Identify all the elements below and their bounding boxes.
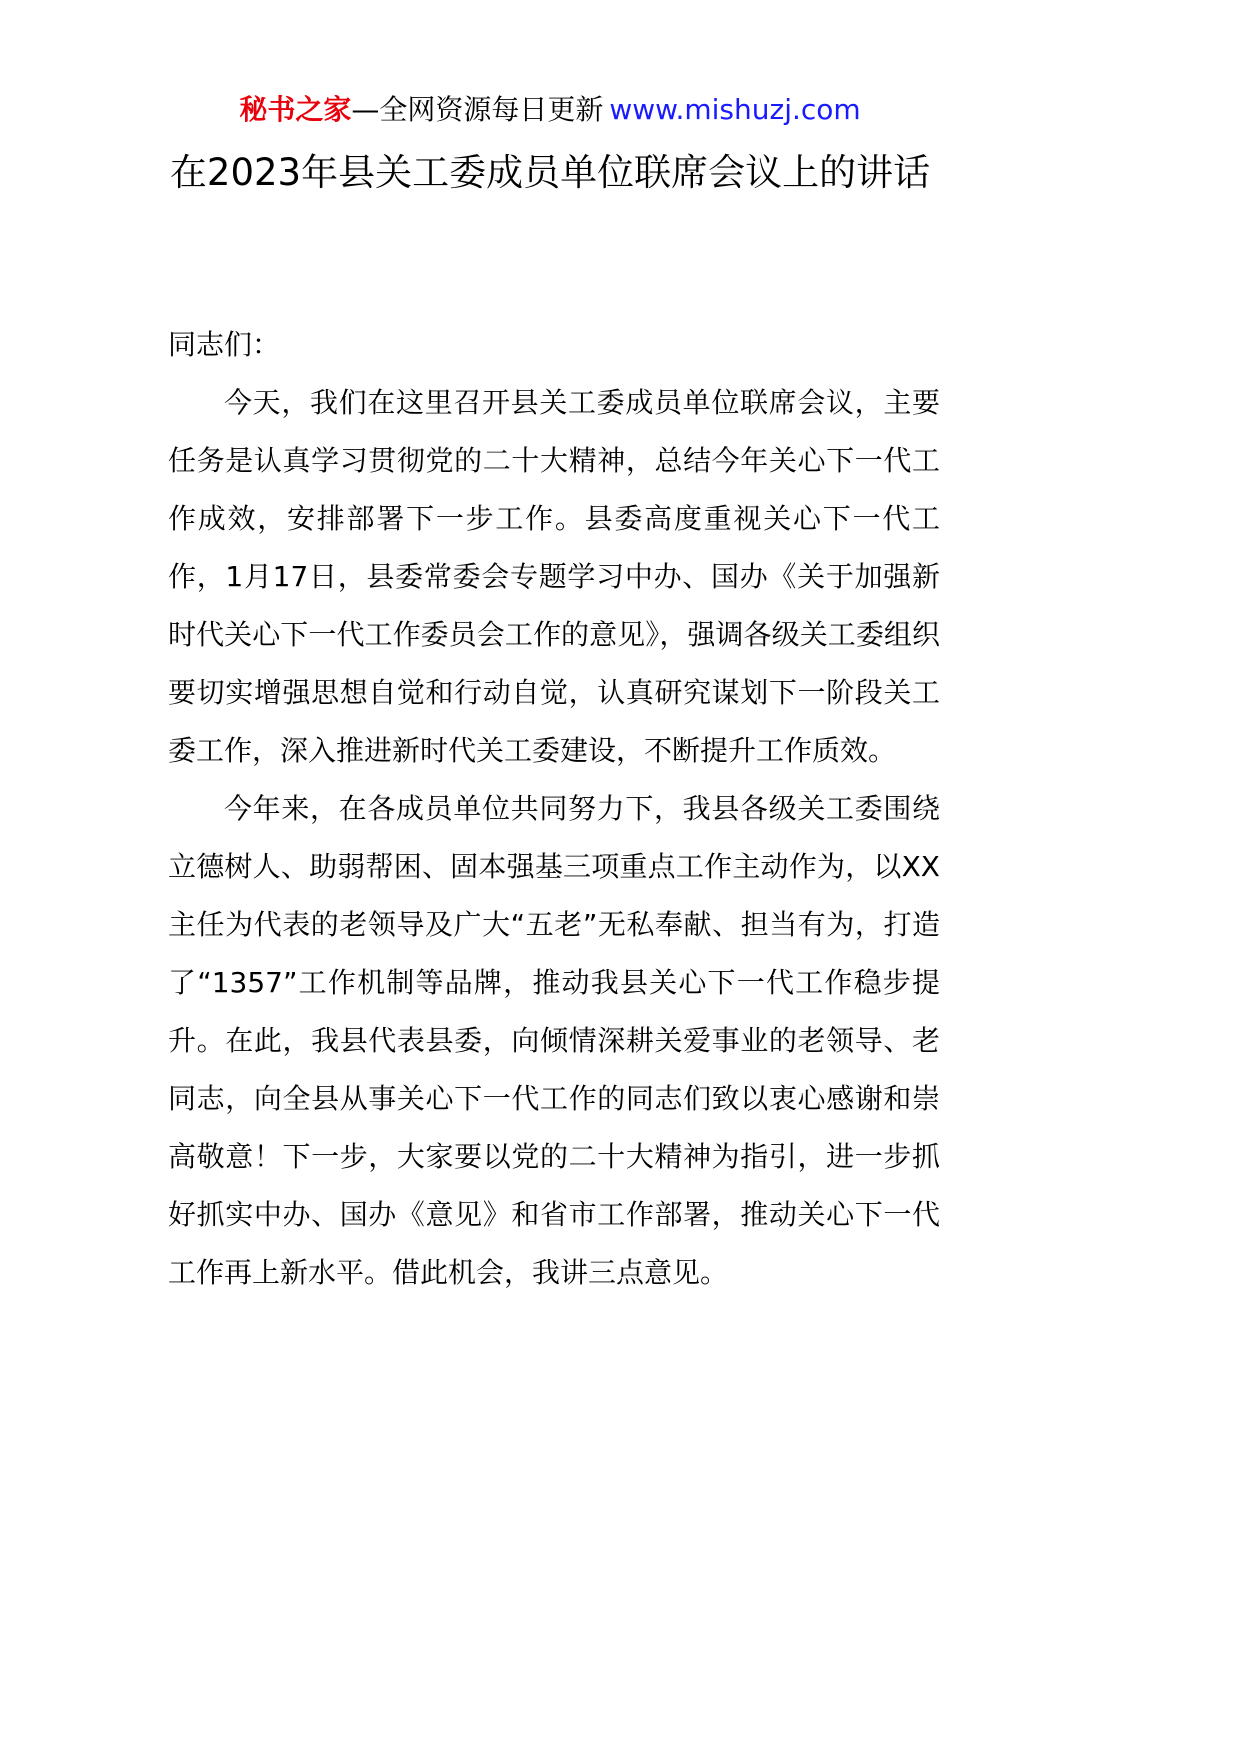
document-body bbox=[168, 316, 940, 1302]
site-url-link[interactable]: www.mishuzj.com bbox=[609, 93, 861, 126]
site-slogan: —全网资源每日更新 bbox=[351, 93, 604, 126]
document-title: 在2023年县关工委成员单位联席会议上的讲话 bbox=[169, 151, 931, 194]
paragraph-2: 今年来，在各成员单位共同努力下，我县各级关工委围绕立德树人、助弱帮困、固本强基三项重点工作主动作为，以XX主任为代表的老领导及广大“五老”无私奉献、担当有为，打造了“1357”工作机制等品牌，推动我县关心下一代工作稳步提升。在此，我县代表县委，向倾情深耕关爱事业的老领导、老同志，向全县从事关心下一代工作的同志们致以衷心感谢和崇高敬意！下一步，大家要以党的二十大精神为指引，进一步抓好抓实中办、国办《意见》和省市工作部署，推动关心下一代工作再上新水平。借此机会，我讲三点意见。 bbox=[168, 792, 940, 1289]
salutation: 同志们： bbox=[168, 328, 281, 361]
site-header bbox=[0, 90, 1100, 130]
paragraph-1: 今天，我们在这里召开县关工委成员单位联席会议，主要任务是认真学习贯彻党的二十大精神，总结今年关心下一代工作成效，安排部署下一步工作。县委高度重视关心下一代工作，1月17日，县委常委会专题学习中办、国办《关于加强新时代关心下一代工作委员会工作的意见》，强调各级关工委组织要切实增强思想自觉和行动自觉，认真研究谋划下一阶段关工委工作，深入推进新时代关工委建设，不断提升工作质效。 bbox=[168, 386, 940, 767]
site-brand: 秘书之家 bbox=[239, 93, 352, 126]
